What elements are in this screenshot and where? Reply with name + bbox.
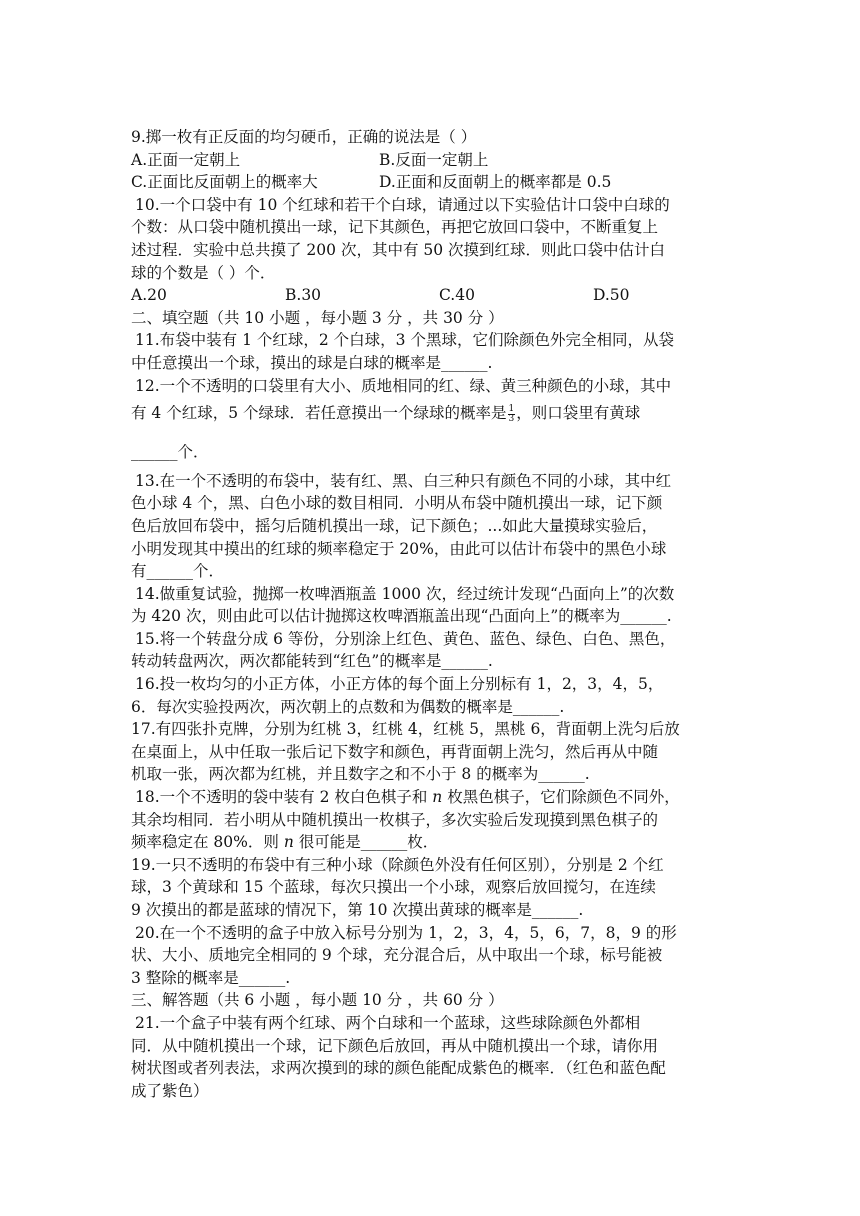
question-15-line: 转动转盘两次，两次都能转到“红色”的概率是______. [131,652,493,671]
question-11-line: 中任意摸出一个球，摸出的球是白球的概率是______. [131,353,493,372]
question-9-options-row-2 [131,171,731,194]
option-b: B.30 [285,286,322,305]
section-heading-fill-in: 二、填空题（共 10 小题 ，每小题 3 分 ，共 30 分 ） [131,308,504,327]
variable-n: n [283,833,294,852]
question-17-line: 在桌面上，从中任取一张后记下数字和颜色，再背面朝上洗匀，然后再从中随 [131,742,659,761]
question-21-line: 树状图或者列表法，求两次摸到的球的颜色能配成紫色的概率．（红色和蓝色配 [131,1059,666,1078]
option-d: D.正面和反面朝上的概率都是 0.5 [379,173,612,192]
question-17-line: 17.有四张扑克牌，分别为红桃 3，红桃 4，红桃 5，黑桃 6，背面朝上洗匀后放 [131,720,680,739]
question-12-text: 有 4 个红球，5 个绿球．若任意摸出一个绿球的概率是 [131,404,507,423]
question-18-text: 18.一个不透明的袋中装有 2 枚白色棋子和 [135,788,433,807]
question-12-line: ______个． [131,443,209,462]
option-c: C.40 [439,286,475,305]
question-10-line: 球的个数是（ ）个． [131,263,276,282]
question-13-line: 有______个． [131,562,225,581]
question-13-line: 色后放回布袋中，摇匀后随机摸出一球，记下颜色；...如此大量摸球实验后， [131,516,658,535]
document-body [131,126,731,1102]
question-12-text: ，则口袋里有黄球 [516,404,641,423]
option-d: D.50 [593,286,630,305]
question-13-line: 色小球 4 个，黑、白色小球的数目相同．小明从布袋中随机摸出一球，记下颜 [131,494,663,513]
question-16-line: 6．每次实验投两次，两次朝上的点数和为偶数的概率是______. [131,697,565,716]
question-21-line: 同．从中随机摸出一个球，记下颜色后放回，再从中随机摸出一个球，请你用 [131,1036,659,1055]
question-9-stem: 9.掷一枚有正反面的均匀硬币，正确的说法是（ ） [131,128,477,146]
question-18-text: 枚黑色棋子，它们除颜色不同外， [442,788,680,807]
question-20-line: 状、大小、质地完全相同的 9 个球，充分混合后，从中取出一个球，标号能被 [131,946,663,965]
question-21-line: 21.一个盒子中装有两个红球、两个白球和一个蓝球，这些球除颜色外都相 [135,1013,641,1032]
question-19-line: 19.一只不透明的布袋中有三种小球（除颜色外没有任何区别），分别是 2 个红 [131,855,664,874]
option-a: A.正面一定朝上 [131,150,241,169]
question-14-line: 14.做重复试验，抛掷一枚啤酒瓶盖 1000 次，经过统计发现“凸面向上”的次数 [135,584,675,603]
question-10-line: 个数：从口袋中随机摸出一球，记下其颜色，再把它放回口袋中，不断重复上 [131,218,659,237]
question-12-line: 12.一个不透明的口袋里有大小、质地相同的红、绿、黄三种颜色的小球，其中 [135,376,672,395]
question-10-line: 10.一个口袋中有 10 个红球和若干个白球，请通过以下实验估计口袋中白球的 [135,195,670,214]
question-12-line [131,397,731,429]
question-15-line: 15.将一个转盘分成 6 等份，分别涂上红色、黄色、蓝色、绿色、白色、黑色， [135,629,676,648]
question-14-line: 为 420 次，则由此可以估计抛掷这枚啤酒瓶盖出现“凸面向上”的概率为______. [131,607,672,626]
question-18-line [131,786,731,809]
question-13-line: 小明发现其中摸出的红球的频率稳定于 20%，由此可以估计布袋中的黑色小球 [131,539,667,558]
question-16-line: 16.投一枚均匀的小正方体，小正方体的每个面上分别标有 1，2，3，4，5， [135,675,664,694]
question-13-line: 13.在一个不透明的布袋中，装有红、黑、白三种只有颜色不同的小球，其中红 [135,471,672,490]
variable-n: n [432,788,443,807]
question-19-line: 球，3 个黄球和 15 个蓝球，每次只摸出一个小球，观察后放回搅匀，在连续 [131,878,656,897]
fraction-numerator: 1 [508,403,515,414]
fraction-denominator: 3 [508,413,515,424]
question-18-text: 很可能是______枚． [293,833,439,852]
question-18-text: 频率稳定在 80%．则 [131,833,284,852]
question-10-options [131,284,731,307]
question-10-line: 述过程．实验中总共摸了 200 次，其中有 50 次摸到红球．则此口袋中估计白 [131,240,666,259]
question-17-line: 机取一张，两次都为红桃，并且数字之和不小于 8 的概率为______. [131,765,590,784]
question-18-line [131,831,731,854]
question-20-line: 20.在一个不透明的盒子中放入标号分别为 1，2，3，4，5，6，7，8，9 的形 [135,923,677,942]
question-19-line: 9 次摸出的都是蓝球的情况下，第 10 次摸出黄球的概率是______. [131,901,584,919]
question-9-options-row-1 [131,149,731,172]
section-heading-solve: 三、解答题（共 6 小题 ，每小题 10 分 ，共 60 分 ） [131,991,504,1010]
question-21-line: 成了紫色） [131,1081,209,1100]
fraction-one-third [508,405,516,424]
question-11-line: 11.布袋中装有 1 个红球，2 个白球，3 个黑球，它们除颜色外完全相同，从袋 [135,331,674,350]
option-c: C.正面比反面朝上的概率大 [131,173,318,192]
question-20-line: 3 整除的概率是______. [131,968,291,987]
question-18-line: 其余均相同．若小明从中随机摸出一枚棋子，多次实验后发现摸到黑色棋子的 [131,810,659,829]
option-a: A.20 [131,286,167,305]
option-b: B.反面一定朝上 [379,150,489,169]
